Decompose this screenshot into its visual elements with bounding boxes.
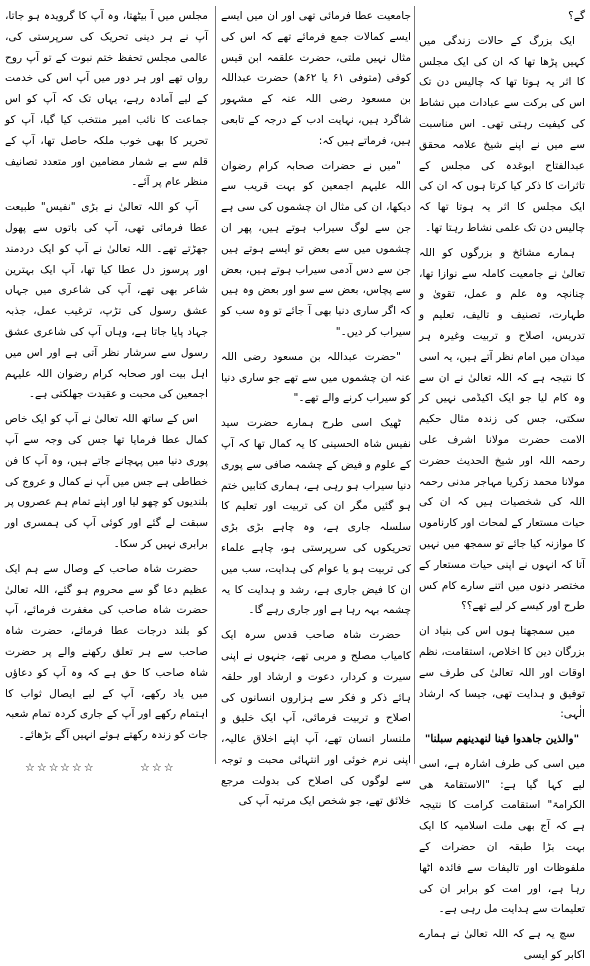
text-column-middle [221,6,411,808]
paragraph: ٹھیک اسی طرح ہمارے حضرت سید نفیس شاہ الحسینی کا یہ کمال تھا کہ آپ کے علوم و فیض کے چشمہ صافی سے پوری دنیا سیراب ہو رہی ہے، ہماری کتابیں ختم ہو گئیں مگر ان کی تربیت اور تعلیم کا سلسلہ جاری ہے، وہ چاہے بڑی بڑی تحریکوں کی سرپرستی ہو، چاہے علماء کی تربیت ہو یا عوام کی ہدایت، سب میں ان کا فیض جاری ہے، رشد و ہدایت کا یہ چشمہ بہہ رہا ہے اور جاری رہے گا۔ [221,417,411,617]
column-divider [215,6,216,764]
paragraph: میں اسی کی طرف اشارہ ہے، اسی لیے کہا گیا ہے: "الاستقامۃ ھی الکرامۃ" استقامت کرامت کا نتیجہ ہے کہ آج بھی ملت اسلامیہ کا ایک بہت بڑا طبقہ ان حضرات کے ملفوظات اور تالیفات سے فائدہ اٹھا رہا ہے، اور امت کو برابر ان کی تعلیمات سے ہدایت مل رہی ہے۔ [419,757,585,916]
end-mark-stars: ☆☆☆ [140,761,176,774]
paragraph: میں سمجھتا ہوں اس کی بنیاد ان بزرگان دین کا اخلاص، استقامت، نظم اوقات اور اللہ تعالیٰ کی طرف سے توفیق و ہدایت تھی، جیسا کہ ارشاد الٰہی: [419,625,585,721]
text-column-left [5,6,208,772]
paragraph: ہمارے مشائخ و بزرگوں کو اللہ تعالیٰ نے جامعیت کاملہ سے نوازا تھا، چنانچہ وہ علم و عمل، تقویٰ و طہارت، تصنیف و تالیف، تعلیم و تدریس، اصلاح و تربیت وغیرہ ہر میدان میں امام نظر آتے ہیں، یہ اسی کا نتیجہ ہے کہ اللہ تعالیٰ نے ان سے وہ کام لیا جو ایک اکیڈمی نہیں کر سکتی، جس کی زندہ مثال حکیم الامت حضرت مولانا اشرف علی رحمہ اللہ اور شیخ الحدیث حضرت مولانا محمد زکریا مہاجر مدنی رحمہ اللہ کی شخصیات ہیں کہ ان کی حیات مستعار کے لمحات اور کارناموں کا موازنہ کیا جائے تو سمجھ میں نہیں آتا کہ انہوں نے اپنی حیات مستعار کے مختصر دنوں میں اتنے سارے کام کس طرح اور کیسے کر لیے تھے؟؟ [419,246,585,613]
paragraph: جامعیت عطا فرمائی تھی اور ان میں ایسے ایسے کمالات جمع فرمائے تھے کہ اس کی مثال نہیں ملتی، حضرت علقمہ ابن قیس کوفی (متوفی ۶۱ یا ۶۲ھ) حضرت عبداللہ بن مسعود رضی اللہ عنہ کے مشہور شاگرد ہیں، نہایت ادب کے درجہ کے تابعی ہیں، فرماتے ہیں کہ: [221,10,411,147]
paragraph: حضرت شاہ صاحب قدس سرہ ایک کامیاب مصلح و مربی تھے، جنہوں نے اپنی سیرت و کردار، دعوت و ارشاد اور حلقہ ہائے ذکر و فکر سے ہزاروں انسانوں کی اصلاح و تربیت فرمائی، آپ ایک خلیق و ملنسار انسان تھے، آپ اپنے اخلاق عالیہ، اپنی نرم خوئی اور انتہائی محبت و توجہ سے لوگوں کی اصلاح کی بدولت مرجع خلائق تھے، جو شخص ایک مرتبہ آپ کی [221,629,411,808]
paragraph: مجلس میں آ بیٹھتا، وہ آپ کا گرویدہ ہو جاتا، آپ نے ہر دینی تحریک کی سرپرستی کی، عالمی مجلس تحفظ ختم نبوت کے تو آپ روح رواں تھے اور ہر دور میں آپ اس کی خدمت کے لیے آمادہ رہے، یہاں تک کہ آپ کو اس جماعت کا نائب امیر منتخب کیا گیا، آپ کو تحریر کا بھی خوب ملکہ حاصل تھا، آپ کے قلم سے بے شمار مضامین اور متعدد تصانیف منظر عام پر آئے۔ [5,10,208,189]
paragraph: اس کے ساتھ اللہ تعالیٰ نے آپ کو ایک خاص کمال عطا فرمایا تھا جس کی وجہ سے آپ پوری دنیا میں پہچانے جاتے ہیں، وہ آپ کا فن خطاطی ہے جس میں آپ نے کمال و عروج کی بلندیوں کو چھو لیا اور اپنے تمام ہم عصروں پر سبقت لے گئے اور کوئی آپ کی ہمسری اور برابری نہیں کر سکا۔ [5,413,208,550]
paragraph: حضرت شاہ صاحب کے وصال سے ہم ایک عظیم دعا گو سے محروم ہو گئے، اللہ تعالیٰ حضرت شاہ صاحب کی مغفرت فرمائے، آپ کو بلند درجات عطا فرمائے، حضرت شاہ صاحب سے ہر تعلق رکھنے والے پر حضرت شاہ صاحب کا حق ہے کہ وہ آپ کو دعاؤں میں یاد رکھے، آپ کے لیے ایصال ثواب کا اہتمام رکھے اور آپ کے جاری کردہ تمام شعبہ جات کو زندہ رکھتے ہوئے انہیں آگے بڑھائے۔ [5,562,208,742]
paragraph: سچ یہ ہے کہ اللہ تعالیٰ نے ہمارے اکابر کو ایسی [419,928,585,962]
end-mark-stars: ☆☆☆ [60,761,96,774]
column-divider [414,6,415,764]
text-column-right [419,6,585,962]
end-mark-stars: ☆☆☆ [25,761,61,774]
quotation: "میں نے حضرات صحابہ کرام رضوان اللہ علیہم اجمعین کو بہت قریب سے دیکھا، ان کی مثال ان چشموں کی سی ہے جن سے لوگ سیراب ہوتے ہیں، پھر ان چشموں میں سے بعض تو ایسے ہوتے ہیں جن سے دس آدمی سیراب ہوتے ہیں، بعض سے پچاس، بعض سے سو اور بعض وہ ہیں کہ اگر ساری دنیا بھی آ جائے تو وہ سب کو سیراب کر دیں۔" [221,159,411,338]
paragraph: ایک بزرگ کے حالات زندگی میں کہیں پڑھا تھا کہ ان کی ایک مجلس کا اثر یہ ہوتا تھا کہ چالیس دن تک اس کی برکت سے عبادات میں نشاط کی کیفیت رہتی تھی۔ اس مناسبت سے میں نے اپنے شیخ علامہ محقق عبدالفتاح ابوغدہ کی مجلس کے تاثرات کا ذکر کیا کرتا ہوں کہ ان کی ایک مجلس کا اثر یہ ہوتا تھا کہ چالیس دن تک علمی نشاط رہتا تھا۔ [419,34,585,234]
paragraph: آپ کو اللہ تعالیٰ نے بڑی "نفیس" طبیعت عطا فرمائی تھی، آپ کی باتوں سے پھول جھڑتے تھے۔ اللہ تعالیٰ نے آپ کو ایک دردمند اور پرسوز دل عطا کیا تھا، آپ ایک بہترین شاعر بھی تھے، آپ کی شاعری میں جہاں عشق رسول کی تڑپ، ترغیب عمل، جذبہ جہاد پایا جاتا ہے، وہاں آپ کی شاعری عشق رسول سے سرشار نظر آتی ہے اور اس میں اہل بیت اور صحابہ کرام رضوان اللہ علیہم اجمعین کی محبت و عقیدت جھلکتی ہے۔ [5,201,208,401]
paragraph: گے؟ [568,10,585,22]
quotation: "حضرت عبداللہ بن مسعود رضی اللہ عنہ ان چشموں میں سے تھے جو ساری دنیا کو سیراب کرنے والے تھے۔" [221,350,411,405]
quranic-verse: "والذین جاھدوا فینا لنھدینھم سبلنا" [424,733,580,746]
